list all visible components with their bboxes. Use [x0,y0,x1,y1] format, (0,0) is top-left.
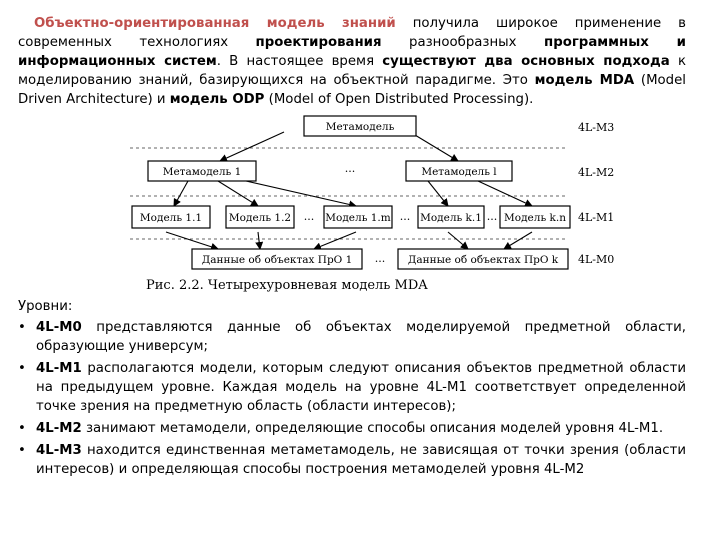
levels-section [18,297,686,482]
intro-bold-1: проектирования [255,35,382,50]
label-data-1: Данные об объектах ПрО 1 [201,254,353,266]
intro-text-4: к моделированию знаний, базирующихся на объектной парадигме. Это [18,54,686,88]
arrow-model12-data1 [258,232,260,249]
level-label-m1: 4L-M1 [578,211,615,224]
ellipsis-m1-a: ... [303,210,315,223]
intro-bold-5: модель ODP [169,92,265,107]
connectors [166,132,532,249]
diagram-caption: Рис. 2.2. Четырехуровневая модель MDA [146,278,428,293]
arrow-model11-data1 [166,232,218,249]
ellipsis-m1-b: ... [399,210,411,223]
ellipsis-m1-c: ... [486,210,498,223]
ellipsis-m2: ... [344,162,356,175]
arrow-metal-modelk1 [428,181,448,206]
level-text: представляются данные об объектах моделируемой предметной области, образующие универсум; [36,320,686,354]
intro-text-5: (Model Driven Architecture) и [18,73,686,107]
level-item-m1 [18,359,686,416]
level-item-m0 [18,318,686,356]
level-text: располагаются модели, которым следуют описания объектов предметной области на предыдущем уровне. Каждая модель на уровне 4L-M1 соответствует определенной точке зрения на предметную область (области интересов); [36,361,686,414]
bullet: • [18,320,26,335]
boxes [132,116,570,269]
bullet: • [18,421,26,436]
label-metamodel-l: Метамодель l [421,166,497,178]
label-metamodel: Метамодель [325,121,395,133]
level-label-m0: 4L-M0 [578,253,615,266]
label-metamodel-1: Метамодель 1 [162,166,242,178]
intro-bold-4: модель MDA [534,73,635,88]
levels-list [18,318,686,479]
arrow-metal-modelkn [478,181,532,206]
intro-term: Объектно-ориентированная модель знаний [34,16,396,31]
label-data-k: Данные об объектах ПрО k [407,254,559,266]
arrow-meta1-model12 [218,181,258,206]
label-model-1-m: Модель 1.m [325,212,391,224]
label-model-k-1: Модель k.1 [420,212,482,224]
bullet: • [18,443,26,458]
arrow-model1m-data1 [314,232,356,249]
bullet: • [18,361,26,376]
arrow-modelkn-datak [504,232,532,249]
intro-bold-3: существуют два основных подхода [382,54,670,69]
label-model-1-2: Модель 1.2 [228,212,292,224]
level-item-m2 [18,419,686,438]
ellipsis-m0: ... [374,252,386,265]
arrow-meta1-model1m [246,181,356,206]
intro-bold-2: программных и информационных систем [18,35,686,69]
mda-diagram [128,108,648,296]
level-label-m3: 4L-M3 [578,121,615,134]
level-code: 4L-M1 [36,361,82,376]
arrow-meta1-model11 [174,181,188,206]
arrow-modelk1-datak [448,232,468,249]
intro-text-6: (Model of Open Distributed Processing). [264,92,534,107]
intro-text-1: получила широкое применение в современных технологиях [18,16,686,50]
level-item-m3 [18,441,686,479]
level-label-m2: 4L-M2 [578,166,615,179]
arrow-meta-to-metal [410,132,458,161]
intro-text-3: . В настоящее время [216,54,383,69]
label-model-k-n: Модель k.n [504,212,566,224]
level-code: 4L-M2 [36,421,82,436]
level-code: 4L-M3 [36,443,82,458]
levels-title: Уровни: [18,299,73,314]
intro-text-2: разнообразных [381,35,545,50]
level-text: занимают метамодели, определяющие способы описания моделей уровня 4L-M1. [81,421,664,436]
label-model-1-1: Модель 1.1 [139,212,203,224]
level-text: находится единственная метаметамодель, не зависящая от точки зрения (области интересов) и определяющая способы построения метамоделей уровня 4L-M2 [36,443,686,477]
arrow-meta-to-meta1 [220,132,284,161]
level-code: 4L-M0 [36,320,82,335]
intro-paragraph [18,14,686,109]
